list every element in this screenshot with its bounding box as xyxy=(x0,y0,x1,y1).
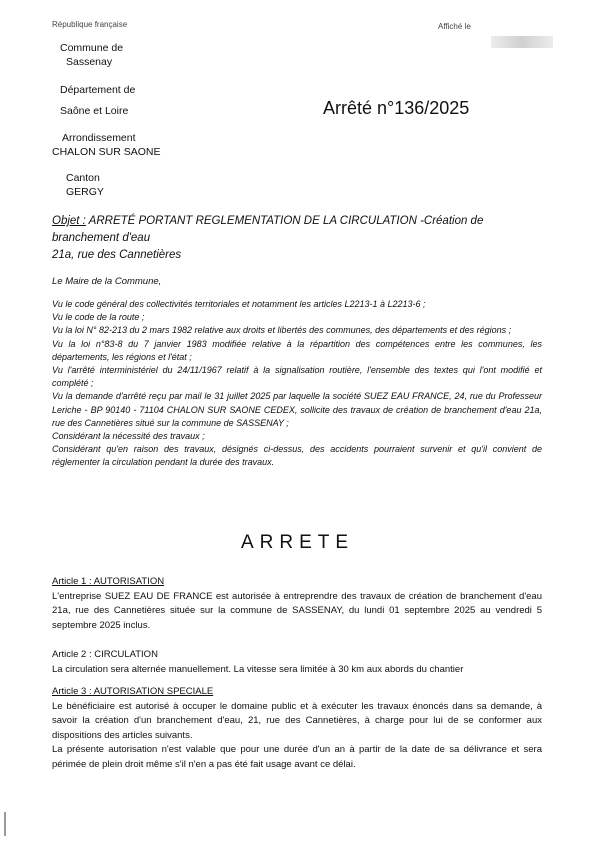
article-body-2: La présente autorisation n'est valable que pour une durée d'un an à partir de la date de sa délivrance et sera périmée de plein droit même s'il n'en a pas été fait usage avant ce délai. xyxy=(52,744,542,770)
considerants-block xyxy=(52,298,542,470)
canton-name: GERGY xyxy=(66,186,104,198)
considerant-item: Vu l'arrêté interministériel du 24/11/1967 relatif à la signalisation routière, l'ensemble des textes qui l'ont modifié et complété ; xyxy=(52,365,542,389)
objet-text: ARRETÉ PORTANT REGLEMENTATION DE LA CIRCULATION -Création de branchement d'eau xyxy=(52,215,484,244)
arrondissement-name: CHALON SUR SAONE xyxy=(52,146,161,158)
date-stamp xyxy=(491,36,553,48)
article-body: La circulation sera alternée manuellement. La vitesse sera limitée à 30 km aux abords du chantier xyxy=(52,663,464,675)
departement-label: Département de xyxy=(60,84,136,96)
arrondissement-label: Arrondissement xyxy=(62,132,136,144)
article-heading xyxy=(52,575,542,590)
objet-address: 21a, rue des Cannetières xyxy=(52,249,182,261)
considerant-item: Vu le code général des collectivités territoriales et notamment les articles L2213-1 à L2213-6 ; xyxy=(52,299,426,309)
commune-label: Commune de xyxy=(60,42,124,54)
article-heading xyxy=(52,685,542,700)
article-3 xyxy=(52,685,542,772)
article-1 xyxy=(52,575,542,633)
article-heading-text: Article 3 : AUTORISATION SPECIALE xyxy=(52,686,214,697)
considerant-item: Vu la demande d'arrêté reçu par mail le 31 juillet 2025 par laquelle la société SUEZ EAU FRANCE, 24, rue du Professeur Leriche - BP 90140 - 71104 CHALON SUR SAONE CEDEX, sollicite des travaux de création de branchement d'eau 21a, rue des Cannetières situé sur la commune de SASSENAY ; xyxy=(52,391,542,428)
considerant-item: Vu le code de la route ; xyxy=(52,312,145,323)
article-body: L'entreprise SUEZ EAU DE FRANCE est autorisée à entreprendre des travaux de création de branchement d'eau 21a, rue des Cannetières située sur la commune de SASSENAY, du lundi 01 septembre 2025 au vendredi 5 septembre 2025 inclus. xyxy=(52,590,542,631)
considerant-item: Considérant qu'en raison des travaux, désignés ci-dessus, des accidents pourraient survenir et qu'il convient de réglementer la circulation pendant la durée des travaux. xyxy=(52,444,542,468)
commune-name: Sassenay xyxy=(66,56,113,68)
affiche-label: Affiché le xyxy=(438,22,471,31)
margin-mark xyxy=(4,812,6,836)
objet-block xyxy=(52,213,542,264)
canton-label: Canton xyxy=(66,172,100,184)
article-2 xyxy=(52,648,542,677)
considerant-item: Vu la loi N° 82-213 du 2 mars 1982 relative aux droits et libertés des communes, des départements et des régions ; xyxy=(52,325,512,336)
document-title: Arrêté n°136/2025 xyxy=(323,98,470,118)
departement-name: Saône et Loire xyxy=(60,105,129,117)
objet-label: Objet : xyxy=(52,215,86,227)
considerant-item: Vu la loi n°83-8 du 7 janvier 1983 modifiée relative à la répartition des compétences entre les communes, les départements, les régions et l'état ; xyxy=(52,338,542,362)
article-body: Le bénéficiaire est autorisé à occuper le domaine public et à exécuter les travaux énoncés dans sa demande, à savoir la création d'un branchement d'eau, 21, rue des Cannetières, à charge pour lui de se conformer aux dispositions des articles suivants. xyxy=(52,700,542,741)
maire-line: Le Maire de la Commune, xyxy=(52,276,162,287)
article-heading: Article 2 : CIRCULATION xyxy=(52,649,158,660)
article-heading-text: Article 1 : AUTORISATION xyxy=(52,576,165,587)
considerant-item: Considérant la nécessité des travaux ; xyxy=(52,431,205,442)
arrete-heading: ARRETE xyxy=(240,532,355,553)
republique-label: République française xyxy=(52,20,128,29)
